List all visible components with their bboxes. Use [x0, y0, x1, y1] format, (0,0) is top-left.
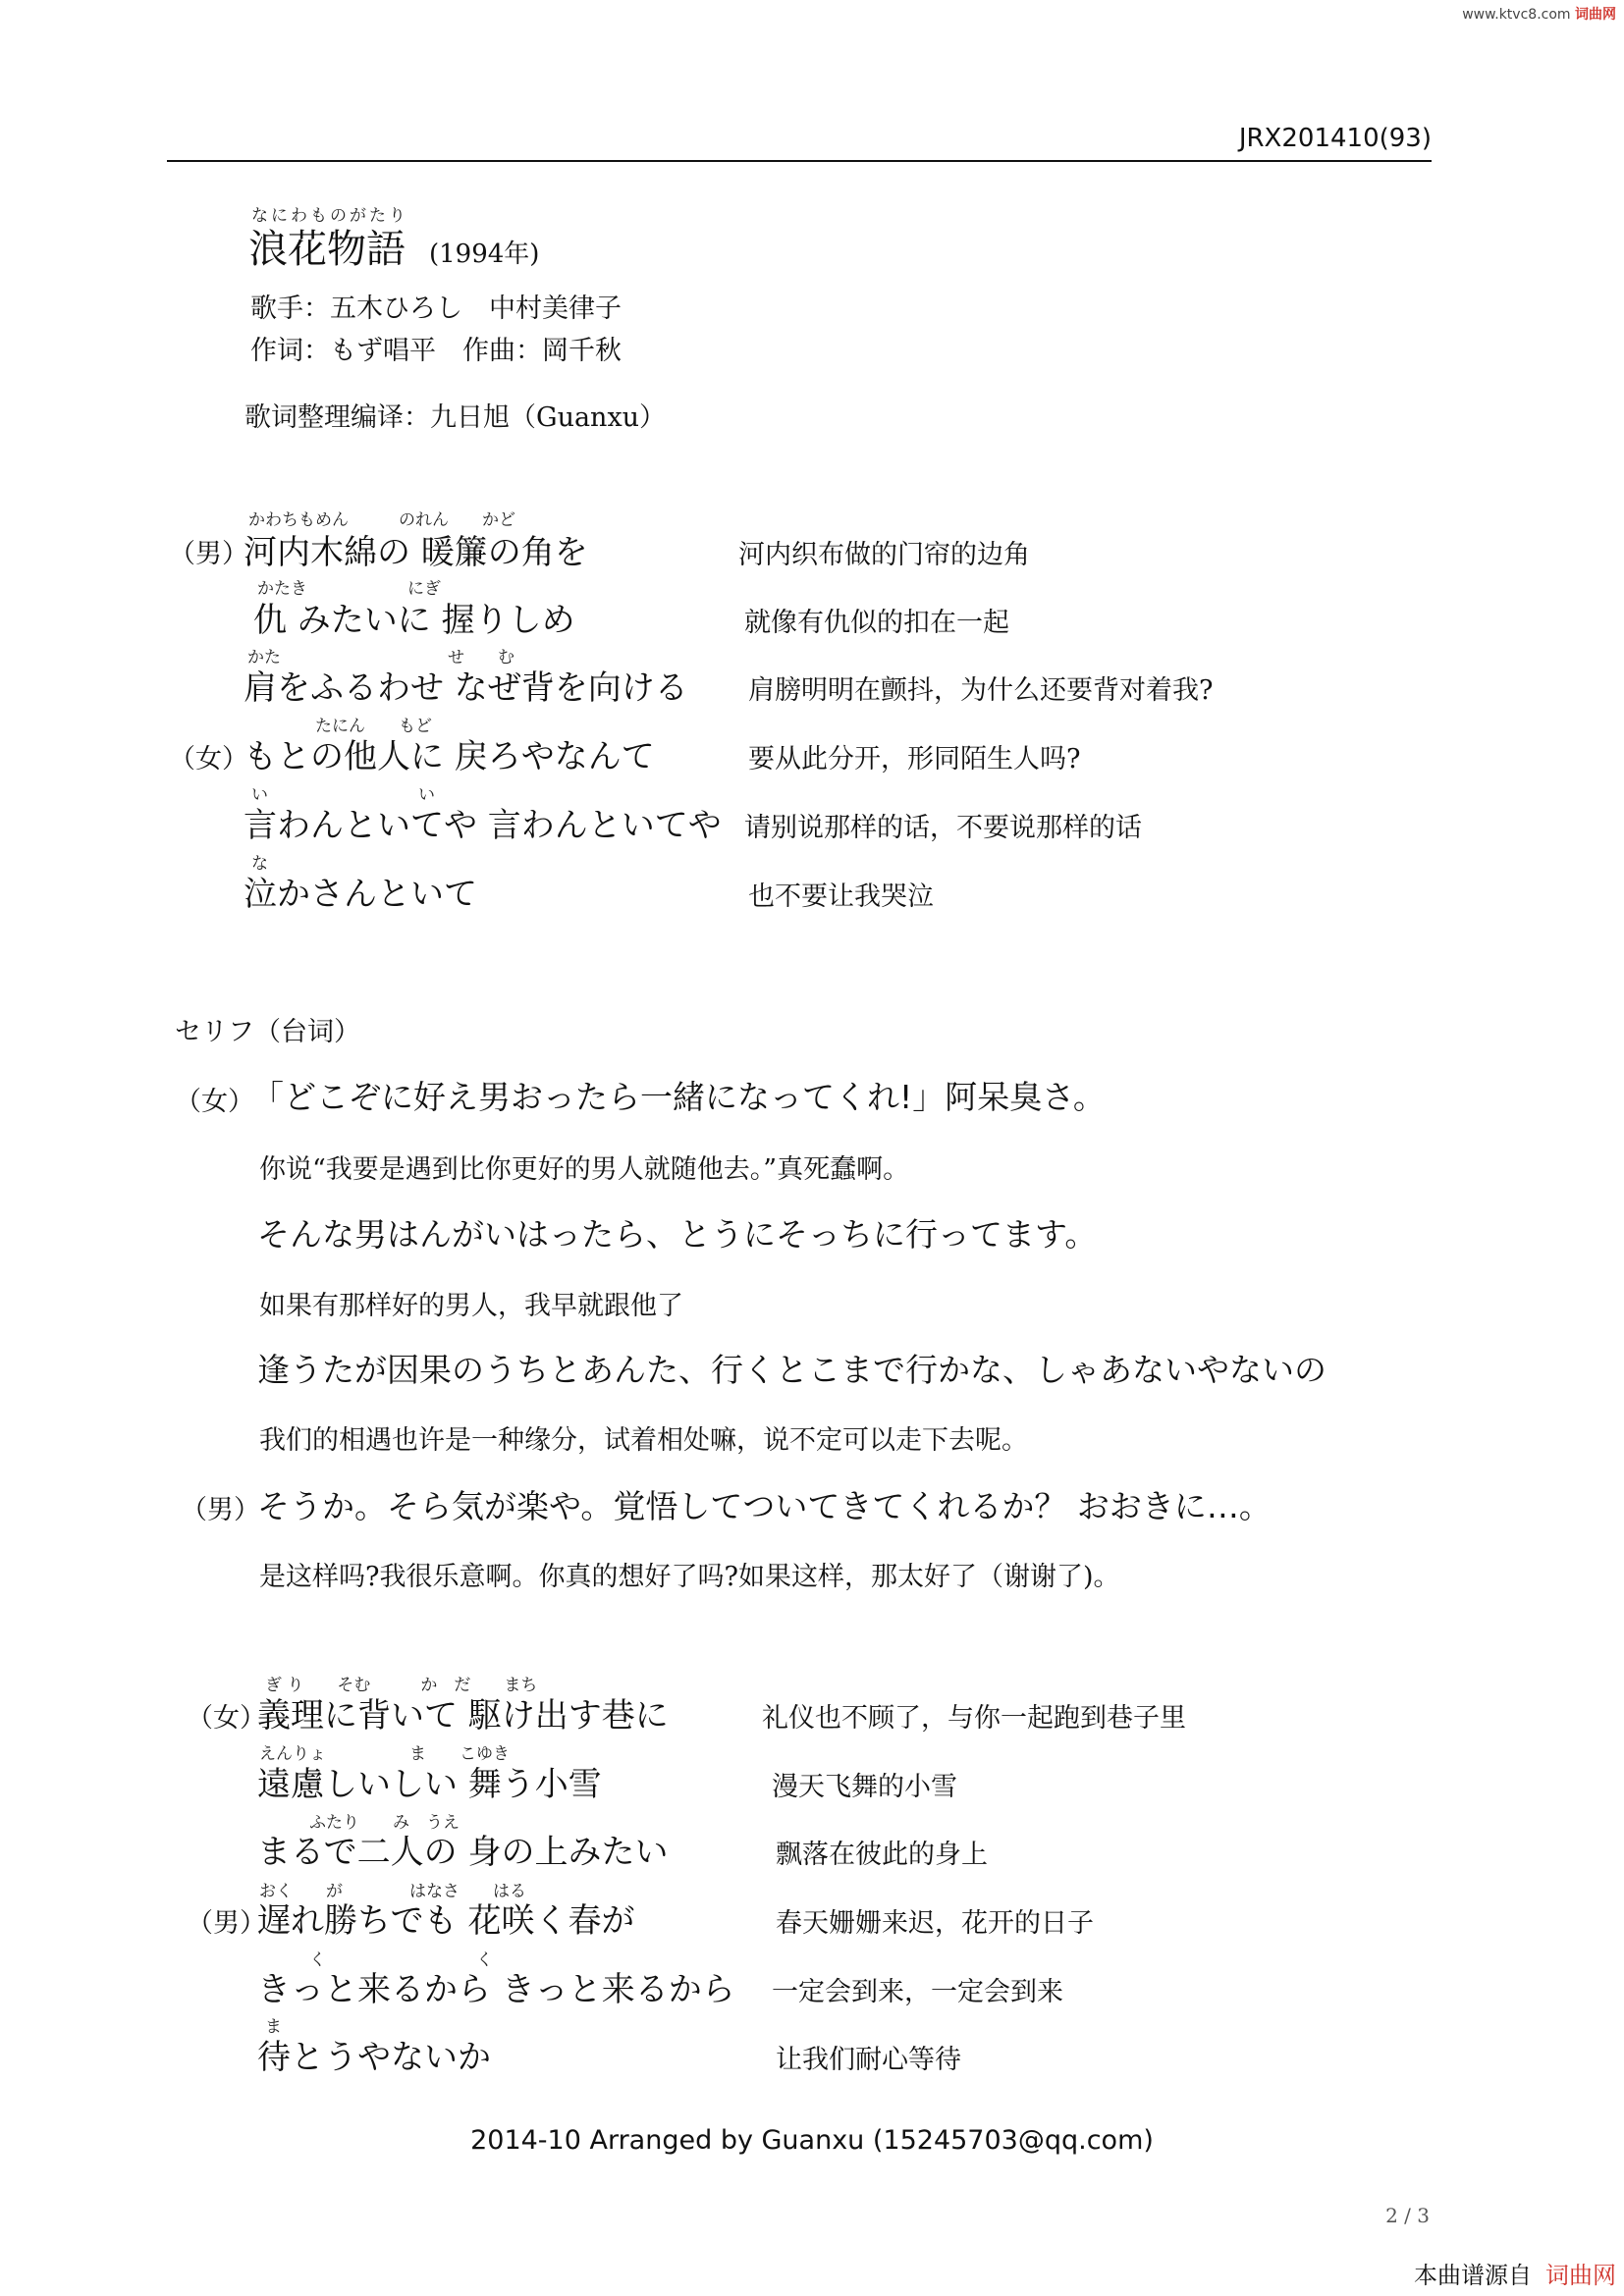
lyric-ruby: かた せ む [247, 648, 514, 667]
serifu-cn: 如果有那样好的男人，我早就跟他了 [259, 1291, 683, 1321]
lyric-jp: 河内木綿の 暖簾の角を [244, 533, 588, 572]
serifu-cn: 你说“我要是遇到比你更好的男人就随他去。”真死蠢啊。 [259, 1154, 910, 1185]
lyric-jp: 泣かさんといて [244, 875, 477, 914]
singer-role: （女） [187, 1703, 266, 1734]
lyric-ruby: い い [251, 785, 435, 805]
lyric-cn: 春天姗姗来迟，花开的日子 [776, 1908, 1094, 1939]
lyric-ruby: ま [265, 2017, 282, 2037]
arranger-footer: 2014-10 Arranged by Guanxu (15245703@qq.com) [470, 2125, 1154, 2156]
serifu-role: （女） [175, 1087, 254, 1117]
title-ruby: なにわものがたり [251, 206, 408, 226]
serifu-jp: そんな男はんがいはったら、とうにそっちに行ってます。 [257, 1215, 1098, 1254]
singer-role: （男） [187, 1908, 266, 1939]
watermark-brand: 词曲网 [1575, 7, 1616, 23]
lyric-cn: 漫天飞舞的小雪 [772, 1772, 957, 1802]
lyric-ruby: えんりょ ま こゆき [259, 1744, 510, 1764]
serifu-jp: そうか。そら気が楽や。覚悟してついてきてくれるか？ おおきに…。 [257, 1487, 1272, 1525]
watermark [1462, 4, 1616, 24]
lyric-jp: きっと来るから きっと来るから [257, 1970, 735, 2009]
document-code: JRX201410(93) [1238, 124, 1432, 153]
lyric-jp: 義理に背いて 駆け出す巷に [257, 1696, 669, 1735]
source-credit [1414, 2256, 1616, 2290]
lyric-cn: 飘落在彼此的身上 [776, 1840, 988, 1870]
lyric-jp: もとの他人に 戻ろやなんて [244, 737, 655, 776]
serifu-role: （男） [181, 1495, 260, 1525]
source-text: 本曲谱源自 [1414, 2262, 1532, 2289]
editor-line: 歌词整理编译：九日旭（Guanxu） [244, 402, 667, 433]
credits-line: 作词：もず唱平 作曲：岡千秋 [250, 336, 622, 366]
lyric-ruby: ぎ り そむ か だ まち [265, 1676, 538, 1695]
serifu-label: セリフ（台词） [175, 1017, 360, 1047]
serifu-jp: 「どこぞに好え男おったら一緒になってくれ!」阿呆臭さ。 [251, 1078, 1106, 1116]
lyric-ruby: く く [259, 1950, 493, 1970]
lyric-jp: 仇 みたいに 握りしめ [253, 601, 575, 640]
lyric-jp: まるで二人の 身の上みたい [257, 1833, 669, 1872]
serifu-cn: 我们的相遇也许是一种缘分，试着相处嘛，说不定可以走下去呢。 [259, 1425, 1028, 1456]
lyric-cn: 河内织布做的门帘的边角 [738, 540, 1030, 570]
lyric-ruby: ふたり み うえ [259, 1813, 460, 1833]
lyric-jp: 待とうやないか [257, 2038, 491, 2077]
serifu-cn: 是这样吗?我很乐意啊。你真的想好了吗?如果这样，那太好了（谢谢了)。 [259, 1562, 1120, 1592]
lyric-cn: 就像有仇似的扣在一起 [744, 608, 1009, 638]
title-text: 浪花物語 [248, 227, 406, 272]
lyric-ruby: かたき にぎ [257, 579, 441, 599]
lyric-jp: 肩をふるわせ なぜ背を向ける [244, 668, 688, 708]
lyric-jp: 遅れ勝ちでも 花咲く春が [257, 1901, 635, 1941]
singer-role: （女） [169, 744, 248, 774]
lyric-cn: 要从此分开，形同陌生人吗? [748, 744, 1081, 774]
lyric-ruby: かわちもめん のれん かど [248, 510, 515, 530]
lyric-jp: 遠慮しいしい 舞う小雪 [257, 1765, 602, 1804]
page-number: 2 / 3 [1385, 2204, 1430, 2227]
lyric-ruby: な [251, 854, 268, 874]
source-brand: 词曲网 [1545, 2262, 1616, 2289]
header-rule [167, 160, 1432, 162]
lyric-cn: 肩膀明明在颤抖，为什么还要背对着我? [748, 675, 1214, 706]
lyric-cn: 请别说那样的话，不要说那样的话 [744, 813, 1142, 843]
watermark-site: www.ktvc8.com [1462, 7, 1571, 23]
lyric-cn: 礼仪也不顾了，与你一起跑到巷子里 [762, 1703, 1186, 1734]
lyric-jp: 言わんといてや 言わんといてや [244, 806, 722, 845]
singer-role: （男） [169, 539, 248, 569]
lyric-ruby: おく が はなさ はる [259, 1882, 526, 1901]
lyric-cn: 让我们耐心等待 [776, 2045, 961, 2075]
song-title [248, 218, 539, 274]
lyric-cn: 也不要让我哭泣 [748, 881, 934, 912]
lyric-cn: 一定会到来，一定会到来 [772, 1977, 1063, 2007]
singer-line: 歌手：五木ひろし 中村美律子 [250, 294, 622, 324]
lyric-ruby: たにん もど [248, 717, 432, 736]
title-year: (1994年) [429, 240, 540, 269]
serifu-jp: 逢うたが因果のうちとあんた、行くとこまで行かな、しゃあないやないの [257, 1351, 1326, 1389]
